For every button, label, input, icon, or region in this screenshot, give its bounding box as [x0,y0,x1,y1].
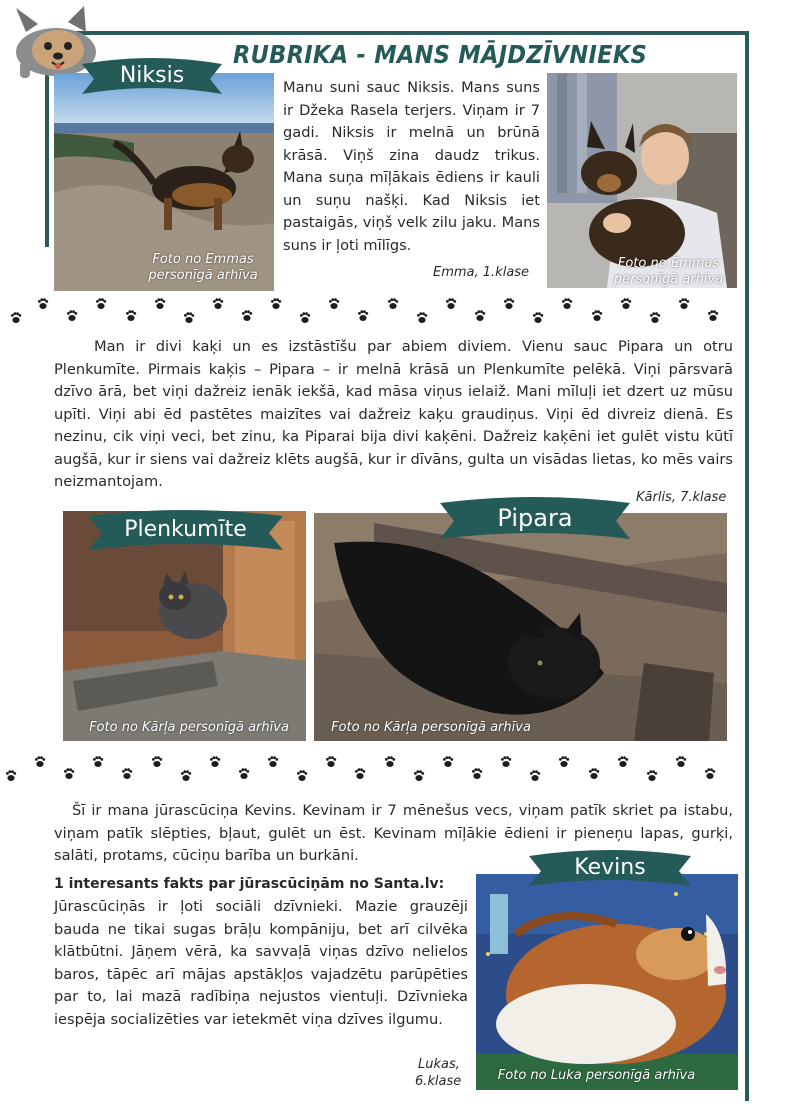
pipara-photo-caption: Foto no Kārļa personīgā arhīva [331,720,531,735]
niksis-banner [82,58,222,100]
kevins-banner [529,850,691,892]
plenkumite-banner-label: Plenkumīte [124,517,247,542]
guinea-fact-heading: 1 interesants fakts par jūrascūciņām no Santa.lv: [54,876,445,892]
plenkumite-banner [88,510,283,556]
guinea-author-line2: 6.klase [415,1074,462,1089]
frame-top-border [45,31,749,35]
pipara-banner-label: Pipara [497,504,573,532]
kevins-banner-label: Kevins [574,855,646,880]
kevins-photo [476,874,738,1090]
guinea-author-line1: Lukas, [418,1057,460,1072]
frame-right-border [745,31,749,1101]
niksis-author: Emma, 1.klase [433,265,530,280]
niksis-paragraph: Manu suni sauc Niksis. Mans suns ir Džeka Rasela terjers. Viņam ir 7 gadi. Niksis ir melnā un brūnā krāsā. Viņš zina daudz trikus. Mana suņa mīļākais ēdiens ir kauli un suņu našķi. Kad Niksis iet pastaigās, viņš velk zilu jaku. Mans suns ir ļoti mīlīgs. [283,79,540,254]
paw-divider-1 [0,294,791,334]
paw-print-icon [11,298,718,323]
niksis-banner-label: Niksis [119,63,185,88]
niksis-photo1-caption: Foto no Emmas personīgā arhīva [148,252,258,283]
niksis-photo2-caption: Foto no Emmas personīgā arhīva [613,256,724,287]
guinea-fact-text: Jūrascūciņās ir ļoti sociāli dzīvnieki. Mazie grauzēji bauda ne tikai sugas brāļu kompāniju, bet arī cilvēka klātbūtni. Jāņem vērā, ka savvaļā viņas dzīvo nelielos baros, tāpēc arī mājas apstākļos vajadzētu parūpēties par to, lai mazā radībiņa nejustos vientuļi. Dzīvnieka iespēja socializēties var ietekmēt viņa dzīves ilgumu. [54,898,468,1028]
paw-print-icon [6,756,715,781]
plenkumite-photo-caption: Foto no Kārļa personīgā arhīva [89,720,289,735]
pipara-photo [314,513,727,741]
guinea-paragraph: Šī ir mana jūrascūciņa Kevins. Kevinam ir 7 mēnešus vecs, viņam patīk skriet pa istabu, viņam patīk slēpties, bļaut, gulēt un ēst. Kevinam mīļākie ēdieni ir pieneņu lapas, gurķi, salāti, protams, cūciņu barība un burkāni. [54,802,733,864]
paw-divider-2 [0,752,791,792]
cats-author: Kārlis, 7.klase [636,490,727,505]
kevins-photo-caption: Foto no Luka personīgā arhīva [497,1068,696,1083]
cats-paragraph: Man ir divi kaķi un es izstāstīšu par abiem diviem. Vienu sauc Pipara un otru Plenkumīte. Pirmais kaķis – Pipara – ir melnā krāsā un Plenkumīte pelēkā. Viņi pārsvarā dzīvo ārā, bet viņi dažreiz ienāk iekšā, kad māsa viņus ielaiž. Mani mīluļi iet dzert uz mūsu upīti. Viņi abi ēd pastētes maizītes vai dažreiz kaķu graudiņus. Viņi ēd divreiz dienā. Es nezinu, cik viņi veci, bet zinu, ka Piparai bija divi kaķēni. Dažreiz kaķēni iet gulēt vistu kūtī augšā, kur ir siens vai dažreiz klēts augšā, kur ir dīvāns, gulta un visādas lietas, ko mēs vairs neizmantojam. [54,338,733,490]
page-title: RUBRIKA - MANS MĀJDZĪVNIEKS [233,40,648,69]
pipara-banner [440,497,630,545]
